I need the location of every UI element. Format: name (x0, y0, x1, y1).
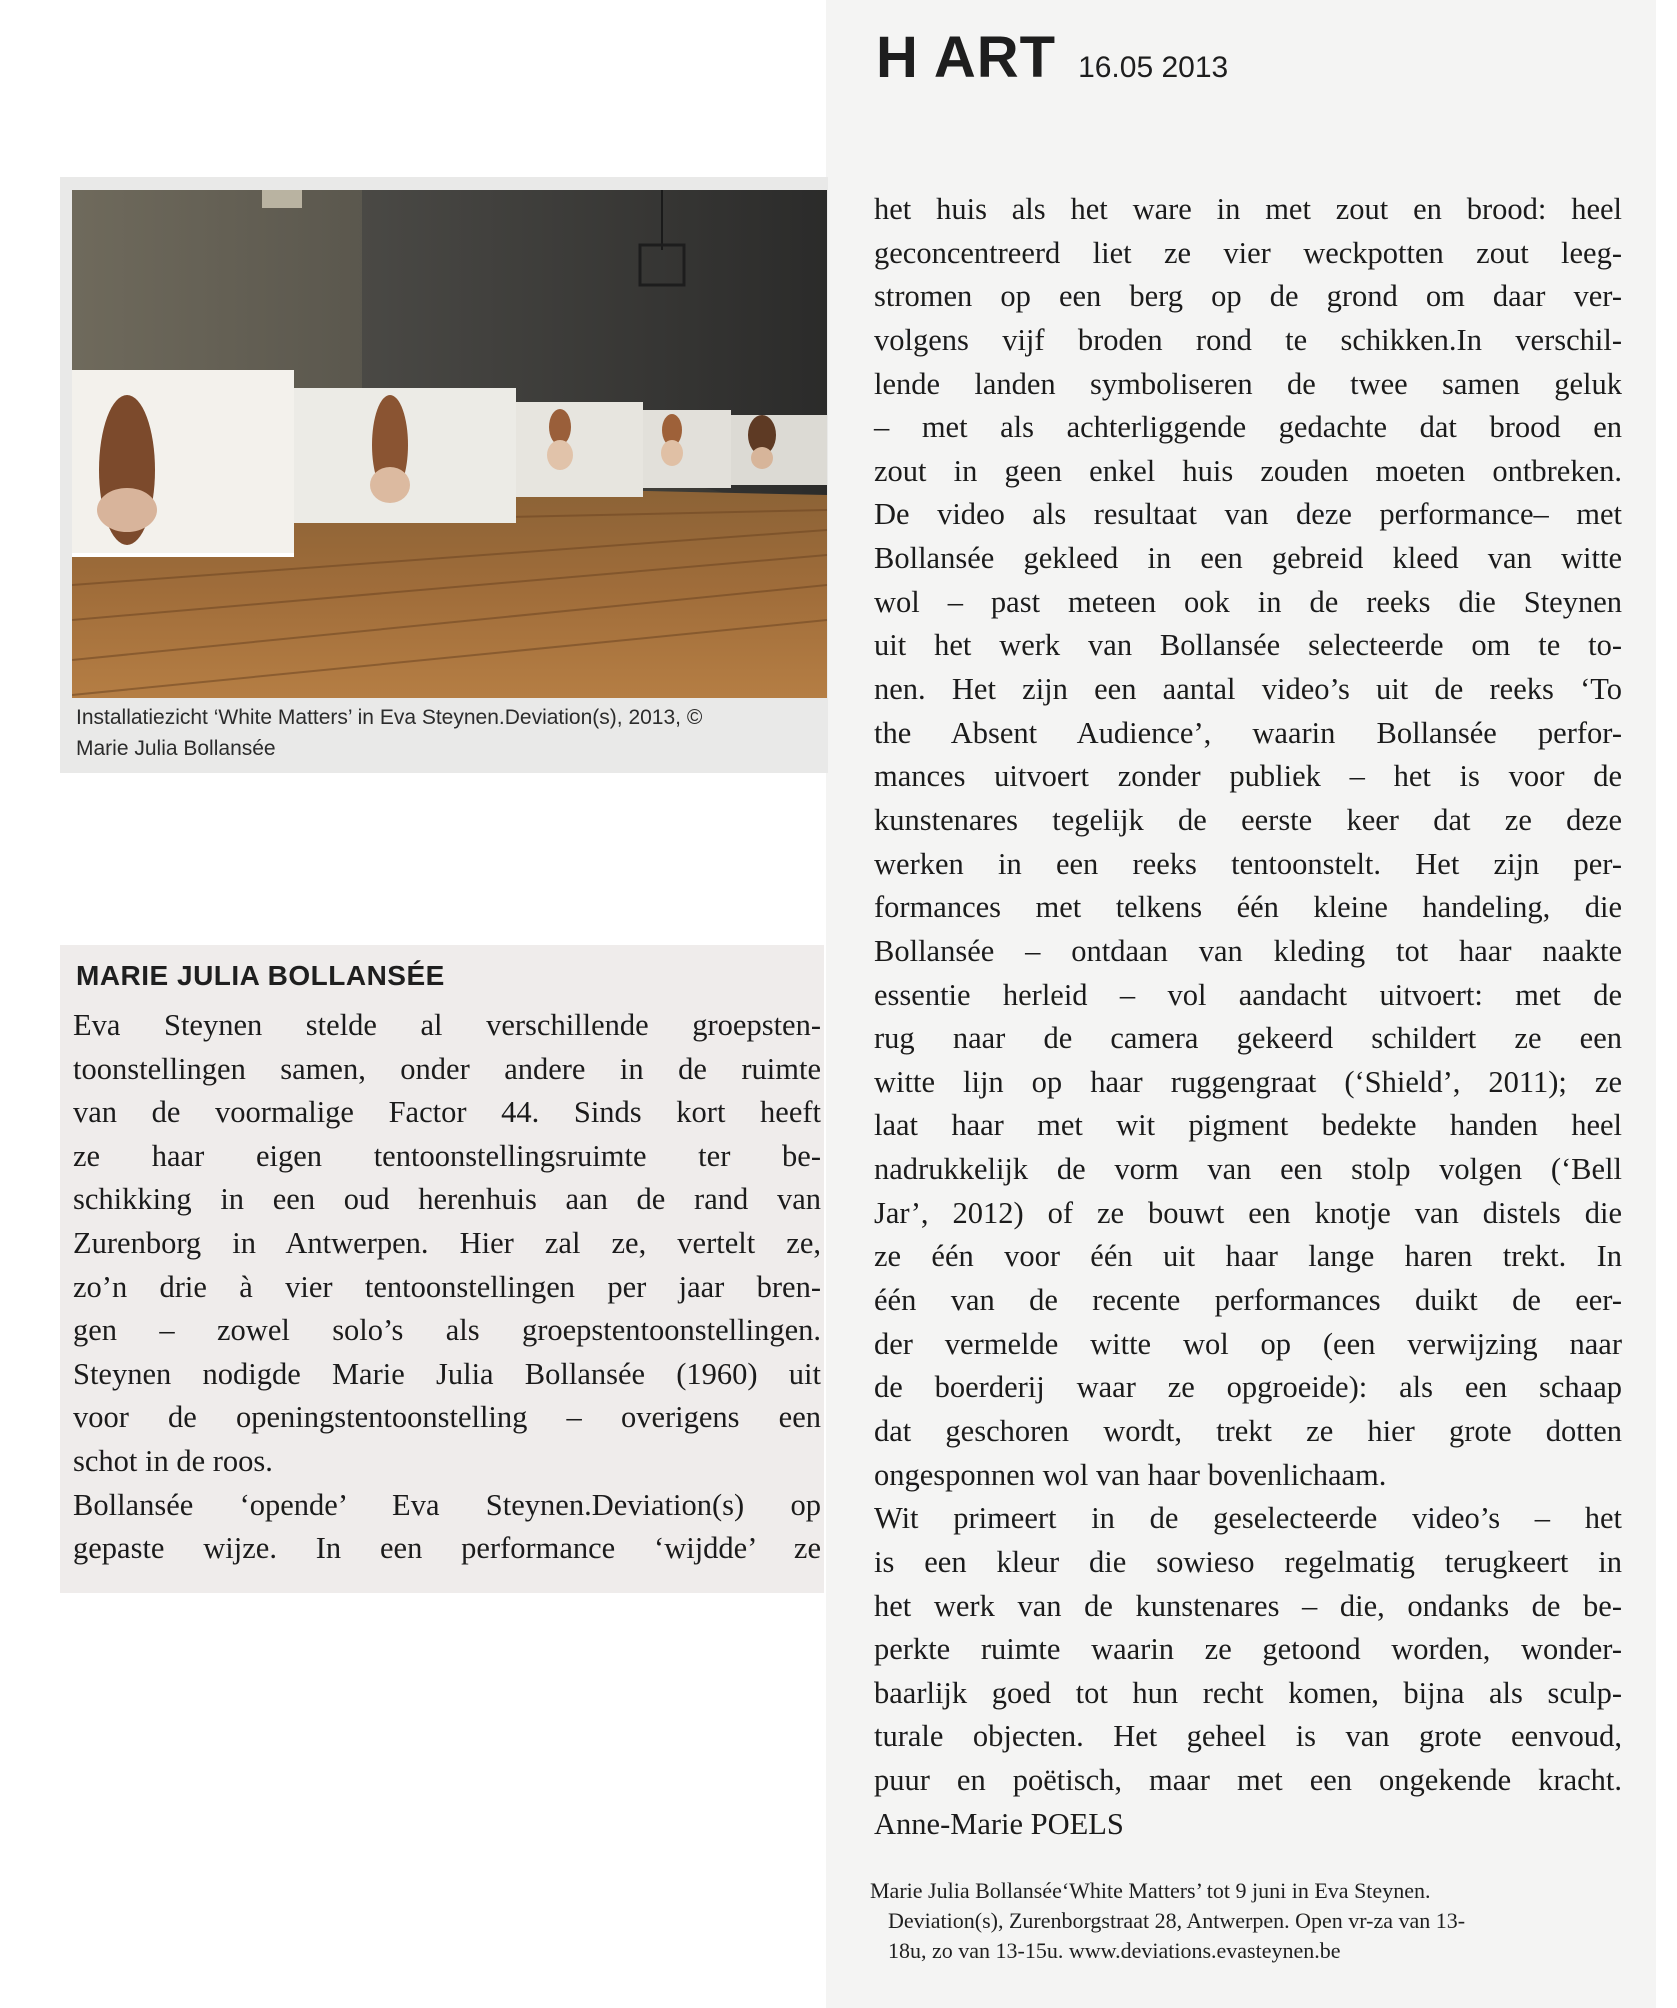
text-line: volgens vijf broden rond te schikken.In verschil- (874, 322, 1622, 357)
text-line: turale objecten. Het geheel is van grote eenvoud, (874, 1719, 1622, 1754)
text-line: – met als achterliggende gedachte dat brood en (874, 410, 1622, 445)
exhibition-info-line: Marie Julia Bollansée‘White Matters’ tot 9 juni in Eva Steynen. (870, 1878, 1431, 1903)
text-line: formances met telkens één kleine handeling, die (874, 890, 1622, 925)
article-heading: MARIE JULIA BOLLANSÉE (76, 960, 445, 991)
text-line: der vermelde witte wol op (een verwijzing naar (874, 1326, 1622, 1361)
text-line: nadrukkelijk de vorm van een stolp volgen (‘Bell (874, 1152, 1622, 1187)
text-line: Bollansée – ontdaan van kleding tot haar naakte (874, 933, 1622, 968)
text-line: Steynen nodigde Marie Julia Bollansée (1960) uit (73, 1356, 821, 1391)
exhibition-info (870, 1876, 1630, 1966)
text-line: zout in geen enkel huis zouden moeten ontbreken. (874, 453, 1622, 488)
text-line: perkte ruimte waarin ze getoond worden, wonder- (874, 1632, 1622, 1667)
text-line: nen. Het zijn een aantal video’s uit de reeks ‘To (874, 672, 1622, 707)
text-line: ongesponnen wol van haar bovenlichaam. (874, 1457, 1387, 1492)
text-line: Wit primeert in de geselecteerde video’s – het (874, 1501, 1622, 1536)
text-line: geconcentreerd liet ze vier weckpotten zout leeg- (874, 235, 1622, 270)
article-left-card (60, 945, 824, 1593)
text-line: toonstellingen samen, onder andere in de ruimte (73, 1051, 821, 1086)
text-line: lende landen symboliseren de twee samen geluk (874, 366, 1622, 401)
exhibition-info-line: Deviation(s), Zurenborgstraat 28, Antwerpen. Open vr-za van 13- (888, 1908, 1466, 1933)
text-line: één van de recente performances duikt de eer- (874, 1283, 1622, 1318)
text-line: zo’n drie à vier tentoonstellingen per jaar bren- (73, 1269, 821, 1304)
text-line: gen – zowel solo’s als groepstentoonstellingen. (73, 1313, 821, 1348)
article-right-column (874, 188, 1622, 1846)
text-line: baarlijk goed tot hun recht komen, bijna als sculp- (874, 1675, 1622, 1710)
text-line: dat geschoren wordt, trekt ze hier grote dotten (874, 1413, 1622, 1448)
publication-title: H ART (876, 25, 1057, 90)
text-line: Zurenborg in Antwerpen. Hier zal ze, vertelt ze, (73, 1225, 821, 1260)
photo-caption-line: Installatiezicht ‘White Matters’ in Eva Steynen.Deviation(s), 2013, © (76, 706, 703, 729)
photo-caption (76, 702, 816, 764)
text-line: de boerderij waar ze opgroeide): als een schaap (874, 1370, 1622, 1405)
text-line: Bollansée ‘opende’ Eva Steynen.Deviation(s) op (73, 1487, 821, 1522)
text-line: De video als resultaat van deze performance– met (874, 497, 1622, 532)
photo-card (60, 177, 828, 773)
text-line: ze haar eigen tentoonstellingsruimte ter be- (73, 1138, 821, 1173)
text-line: Bollansée gekleed in een gebreid kleed van witte (874, 541, 1622, 576)
exhibition-info-line: 18u, zo van 13-15u. www.deviations.evasteynen.be (888, 1938, 1341, 1963)
text-line: stromen op een berg op de grond om daar ver- (874, 279, 1622, 314)
text-line: het werk van de kunstenares – die, ondanks de be- (874, 1588, 1622, 1623)
text-line: rug naar de camera gekeerd schildert ze een (874, 1021, 1622, 1056)
text-line: uit het werk van Bollansée selecteerde om te to- (874, 628, 1622, 663)
article-author: Anne-Marie POELS (874, 1806, 1124, 1841)
text-line: Eva Steynen stelde al verschillende groepsten- (73, 1008, 821, 1042)
photo-caption-line: Marie Julia Bollansée (76, 737, 276, 760)
text-line: mances uitvoert zonder publiek – het is voor de (874, 759, 1622, 794)
text-line: schikking in een oud herenhuis aan de rand van (73, 1182, 821, 1217)
text-line: witte lijn op haar ruggengraat (‘Shield’, 2011); ze (874, 1064, 1622, 1099)
text-line: gepaste wijze. In een performance ‘wijdde’ ze (73, 1531, 821, 1566)
text-line: puur en poëtisch, maar met een ongekende kracht. (874, 1763, 1622, 1798)
text-line: laat haar met wit pigment bedekte handen heel (874, 1108, 1622, 1143)
text-line: schot in de roos. (73, 1443, 273, 1478)
text-line: Jar’, 2012) of ze bouwt een knotje van distels die (874, 1195, 1622, 1230)
text-line: kunstenares tegelijk de eerste keer dat ze deze (874, 802, 1622, 837)
publication-date: 16.05 2013 (1078, 51, 1229, 84)
installation-photo (72, 190, 827, 698)
text-line: is een kleur die sowieso regelmatig terugkeert in (874, 1544, 1622, 1579)
article-left-column (73, 1004, 821, 1571)
text-line: voor de openingstentoonstelling – overigens een (73, 1400, 821, 1435)
text-line: essentie herleid – vol aandacht uitvoert: met de (874, 977, 1622, 1012)
text-line: the Absent Audience’, waarin Bollansée perfor- (874, 715, 1622, 750)
text-line: ze één voor één uit haar lange haren trekt. In (874, 1239, 1622, 1274)
text-line: werken in een reeks tentoonstelt. Het zijn per- (874, 846, 1622, 881)
text-line: het huis als het ware in met zout en brood: heel (874, 192, 1622, 226)
text-line: wol – past meteen ook in de reeks die Steynen (874, 584, 1622, 619)
text-line: van de voormalige Factor 44. Sinds kort heeft (73, 1095, 821, 1130)
masthead (876, 24, 1228, 91)
